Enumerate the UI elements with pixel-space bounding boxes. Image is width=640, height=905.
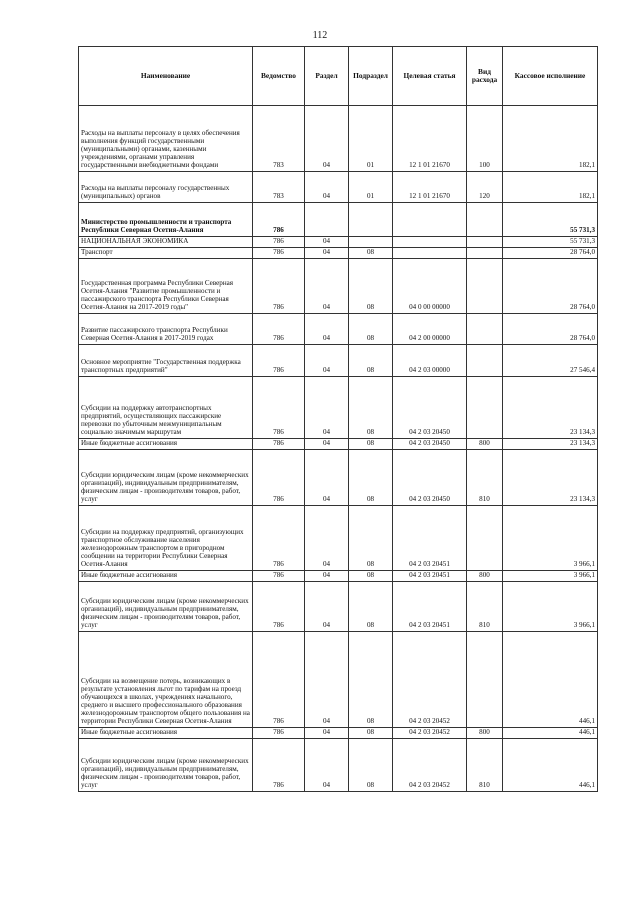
cell-kassovoe-ispolnenie: 28 764,0: [503, 314, 598, 345]
cell-razdel: 04: [305, 314, 349, 345]
cell-celevaya-statya: 12 1 01 21670: [393, 172, 467, 203]
cell-name: Государственная программа Республики Северная Осетия-Алания "Развитие промышленности и пассажирского транспорта Республики Северная Осетия-Алания на 2017-2019 годы": [79, 259, 253, 314]
cell-vedomstvo: 786: [253, 582, 305, 632]
cell-razdel: [305, 203, 349, 237]
cell-celevaya-statya: [393, 248, 467, 259]
cell-name: Субсидии на возмещение потерь, возникающих в результате установления льгот по тарифам на проезд обучающихся в школах, учреждениях начального, среднего и высшего профессионального образования железнодорожным транспортом общего пользования на территории Республики Северная Осетия-Алания: [79, 632, 253, 728]
cell-razdel: 04: [305, 632, 349, 728]
cell-vedomstvo: 786: [253, 571, 305, 582]
cell-vedomstvo: 786: [253, 439, 305, 450]
cell-podrazdel: 08: [349, 728, 393, 739]
cell-kassovoe-ispolnenie: 28 764,0: [503, 248, 598, 259]
cell-vedomstvo: 786: [253, 345, 305, 377]
cell-name: Субсидии на поддержку предприятий, организующих транспортное обслуживание населения железнодорожным транспортом в пригородном сообщении на территории Республики Северная Осетия-Алания: [79, 506, 253, 571]
cell-celevaya-statya: 04 2 03 20452: [393, 739, 467, 792]
cell-vid-rashoda: 800: [467, 728, 503, 739]
cell-name: НАЦИОНАЛЬНАЯ ЭКОНОМИКА: [79, 237, 253, 248]
cell-vid-rashoda: 810: [467, 450, 503, 506]
budget-table: [78, 46, 598, 792]
cell-vedomstvo: 786: [253, 739, 305, 792]
table-row: [79, 259, 598, 314]
cell-vid-rashoda: 120: [467, 172, 503, 203]
cell-vedomstvo: 786: [253, 203, 305, 237]
cell-name: Субсидии юридическим лицам (кроме некоммерческих организаций), индивидуальным предпринимателям, физическим лицам - производителям товаров, работ, услуг: [79, 739, 253, 792]
cell-celevaya-statya: 04 2 00 00000: [393, 314, 467, 345]
table-row: [79, 450, 598, 506]
cell-name: Основное мероприятие "Государственная поддержка транспортных предприятий": [79, 345, 253, 377]
cell-name: Развитие пассажирского транспорта Республики Северная Осетия-Алания в 2017-2019 годах: [79, 314, 253, 345]
cell-kassovoe-ispolnenie: 446,1: [503, 632, 598, 728]
table-row: [79, 345, 598, 377]
cell-podrazdel: 08: [349, 632, 393, 728]
cell-kassovoe-ispolnenie: 27 546,4: [503, 345, 598, 377]
table-row: [79, 632, 598, 728]
cell-podrazdel: [349, 203, 393, 237]
cell-celevaya-statya: 12 1 01 21670: [393, 106, 467, 172]
header-vid-rashoda: Вид расхода: [467, 47, 503, 106]
cell-vid-rashoda: 810: [467, 739, 503, 792]
cell-vedomstvo: 783: [253, 106, 305, 172]
header-vedomstvo: Ведомство: [253, 47, 305, 106]
table-row: [79, 582, 598, 632]
cell-podrazdel: 08: [349, 739, 393, 792]
table-row: [79, 439, 598, 450]
page-number: 112: [312, 30, 328, 41]
cell-kassovoe-ispolnenie: 55 731,3: [503, 203, 598, 237]
cell-vid-rashoda: 800: [467, 571, 503, 582]
cell-name: Иные бюджетные ассигнования: [79, 571, 253, 582]
cell-razdel: 04: [305, 237, 349, 248]
cell-vid-rashoda: 100: [467, 106, 503, 172]
table-row: [79, 203, 598, 237]
cell-vid-rashoda: [467, 632, 503, 728]
header-podrazdel: Подраздел: [349, 47, 393, 106]
table-row: [79, 248, 598, 259]
cell-podrazdel: 08: [349, 248, 393, 259]
cell-name: Субсидии юридическим лицам (кроме некоммерческих организаций), индивидуальным предпринимателям, физическим лицам - производителям товаров, работ, услуг: [79, 450, 253, 506]
cell-podrazdel: 01: [349, 106, 393, 172]
cell-razdel: 04: [305, 106, 349, 172]
cell-vedomstvo: 786: [253, 248, 305, 259]
cell-podrazdel: 01: [349, 172, 393, 203]
cell-name: Расходы на выплаты персоналу государственных (муниципальных) органов: [79, 172, 253, 203]
cell-razdel: 04: [305, 450, 349, 506]
cell-name: Иные бюджетные ассигнования: [79, 728, 253, 739]
cell-celevaya-statya: 04 2 03 20450: [393, 439, 467, 450]
table-body: [79, 106, 598, 792]
cell-podrazdel: 08: [349, 450, 393, 506]
cell-razdel: 04: [305, 571, 349, 582]
cell-kassovoe-ispolnenie: 23 134,3: [503, 439, 598, 450]
cell-celevaya-statya: 04 2 03 20450: [393, 377, 467, 439]
cell-vid-rashoda: [467, 237, 503, 248]
cell-vedomstvo: 786: [253, 314, 305, 345]
cell-name: Субсидии на поддержку автотранспортных предприятий, осуществляющих пассажирские перевозки по убыточным межмуниципальным социально значимым маршрутам: [79, 377, 253, 439]
cell-kassovoe-ispolnenie: 446,1: [503, 728, 598, 739]
table-header-row: [79, 47, 598, 106]
header-kassovoe-ispolnenie: Кассовое исполнение: [503, 47, 598, 106]
cell-podrazdel: 08: [349, 582, 393, 632]
cell-name: Иные бюджетные ассигнования: [79, 439, 253, 450]
cell-vid-rashoda: 800: [467, 439, 503, 450]
cell-vedomstvo: 786: [253, 259, 305, 314]
cell-vedomstvo: 786: [253, 237, 305, 248]
cell-vedomstvo: 786: [253, 377, 305, 439]
cell-celevaya-statya: 04 2 03 20451: [393, 582, 467, 632]
cell-celevaya-statya: 04 2 03 20451: [393, 571, 467, 582]
cell-vid-rashoda: 810: [467, 582, 503, 632]
cell-kassovoe-ispolnenie: 23 134,3: [503, 450, 598, 506]
cell-celevaya-statya: 04 2 03 20450: [393, 450, 467, 506]
cell-vid-rashoda: [467, 314, 503, 345]
cell-podrazdel: 08: [349, 345, 393, 377]
cell-vid-rashoda: [467, 345, 503, 377]
cell-celevaya-statya: 04 2 03 20452: [393, 632, 467, 728]
table-row: [79, 106, 598, 172]
cell-celevaya-statya: 04 2 03 20452: [393, 728, 467, 739]
table-row: [79, 506, 598, 571]
table-row: [79, 314, 598, 345]
cell-razdel: 04: [305, 439, 349, 450]
cell-razdel: 04: [305, 377, 349, 439]
cell-kassovoe-ispolnenie: 55 731,3: [503, 237, 598, 248]
table-row: [79, 728, 598, 739]
cell-podrazdel: 08: [349, 259, 393, 314]
cell-podrazdel: 08: [349, 506, 393, 571]
cell-kassovoe-ispolnenie: 182,1: [503, 106, 598, 172]
cell-podrazdel: 08: [349, 439, 393, 450]
table-row: [79, 739, 598, 792]
cell-razdel: 04: [305, 248, 349, 259]
cell-vid-rashoda: [467, 377, 503, 439]
cell-vedomstvo: 786: [253, 632, 305, 728]
cell-podrazdel: 08: [349, 571, 393, 582]
cell-razdel: 04: [305, 582, 349, 632]
cell-podrazdel: 08: [349, 314, 393, 345]
cell-kassovoe-ispolnenie: 182,1: [503, 172, 598, 203]
cell-vedomstvo: 786: [253, 506, 305, 571]
cell-razdel: 04: [305, 506, 349, 571]
cell-vedomstvo: 783: [253, 172, 305, 203]
cell-kassovoe-ispolnenie: 3 966,1: [503, 571, 598, 582]
cell-kassovoe-ispolnenie: 28 764,0: [503, 259, 598, 314]
cell-celevaya-statya: [393, 203, 467, 237]
cell-kassovoe-ispolnenie: 446,1: [503, 739, 598, 792]
cell-kassovoe-ispolnenie: 3 966,1: [503, 506, 598, 571]
cell-razdel: 04: [305, 739, 349, 792]
cell-celevaya-statya: 04 0 00 00000: [393, 259, 467, 314]
cell-podrazdel: 08: [349, 377, 393, 439]
cell-razdel: 04: [305, 345, 349, 377]
cell-vid-rashoda: [467, 203, 503, 237]
cell-name: Субсидии юридическим лицам (кроме некоммерческих организаций), индивидуальным предпринимателям, физическим лицам - производителям товаров, работ, услуг: [79, 582, 253, 632]
cell-kassovoe-ispolnenie: 3 966,1: [503, 582, 598, 632]
cell-razdel: 04: [305, 259, 349, 314]
cell-razdel: 04: [305, 172, 349, 203]
header-celevaya-statya: Целевая статья: [393, 47, 467, 106]
cell-name: Министерство промышленности и транспорта Республики Северная Осетия-Алания: [79, 203, 253, 237]
table-row: [79, 172, 598, 203]
cell-podrazdel: [349, 237, 393, 248]
table-row: [79, 237, 598, 248]
table-row: [79, 377, 598, 439]
cell-vid-rashoda: [467, 248, 503, 259]
header-name: Наименование: [79, 47, 253, 106]
cell-kassovoe-ispolnenie: 23 134,3: [503, 377, 598, 439]
cell-celevaya-statya: 04 2 03 20451: [393, 506, 467, 571]
cell-vedomstvo: 786: [253, 450, 305, 506]
cell-celevaya-statya: [393, 237, 467, 248]
cell-vedomstvo: 786: [253, 728, 305, 739]
cell-name: Транспорт: [79, 248, 253, 259]
cell-celevaya-statya: 04 2 03 00000: [393, 345, 467, 377]
cell-name: Расходы на выплаты персоналу в целях обеспечения выполнения функций государственными (муниципальными) органами, казенными учреждениями, органами управления государственными внебюджетными фондами: [79, 106, 253, 172]
table-row: [79, 571, 598, 582]
cell-razdel: 04: [305, 728, 349, 739]
header-razdel: Раздел: [305, 47, 349, 106]
cell-vid-rashoda: [467, 259, 503, 314]
cell-vid-rashoda: [467, 506, 503, 571]
